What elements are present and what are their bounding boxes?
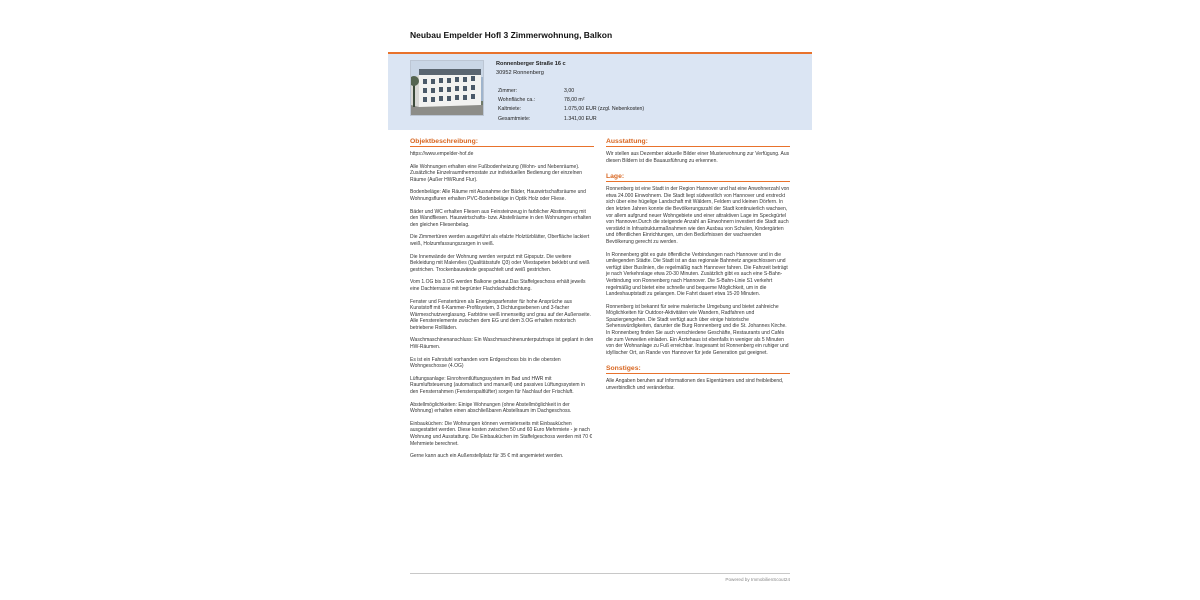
paragraph: In Ronnenberg gibt es gute öffentliche Verbindungen nach Hannover und in die umliegenden Städte. Die Stadt ist an das regionale Bahnnetz angeschlossen und verfügt über Buslinien, die regelmäßig nach Hannover fahren. Die Fahrzeit beträgt je nach Verkehrslage etwa 20-30 Minuten. Zusätzlich gibt es auch eine S-Bahn-Verbindung von Ronnenberg nach Hannover. Die S-Bahn-Linie S1 verkehrt regelmäßig und bietet eine schnelle und bequeme Möglichkeit, um in die Landeshauptstadt zu gelangen. Die Fahrt dauert etwa 15-20 Minuten. [606,251,788,298]
paragraph: Die Zimmertüren werden ausgeführt als efalzte Holztürblätter, Oberfläche lackiert weiß, Holzumfassungszargen in weiß. [410,234,590,247]
powered-by-footer[interactable]: Powered by ImmobilienScout24 [725,577,790,582]
paragraph: Es ist ein Fahrstuhl vorhanden vom Erdgeschoss bis in die obersten Wohngeschosse (4.OG) [410,356,561,370]
paragraph: Die Innenwände der Wohnung werden verputzt mit Gipsputz. Die weitere Bekleidung mit Malervlies (Qualitätsstufe Q3) oder Vliestapeten beklebt und weiß gestrichen. Trockenbauwände gespachtelt und weiß gestrichen. [410,253,590,273]
building-photo-illustration [411,61,483,115]
section-heading-objekt: Objektbeschreibung: [410,138,594,147]
document-title: Neubau Empelder Hofl 3 Zimmerwohnung, Balkon [410,30,613,40]
city-line: 30952 Ronnenberg [496,69,544,76]
bottom-divider [410,573,790,574]
paragraph: Bodenbeläge: Alle Räume mit Ausnahme der Bäder, Hauswirtschaftsräume und Wohnungsfluren erhalten PVC-Bodenbeläge in Optik Holz oder Fliese. [410,189,586,202]
fact-row-cold-rent [498,105,644,114]
paragraph: Waschmaschinenanschluss: Ein Waschmaschinenunterputztraps ist geplant in den HW-Räumen. [410,337,594,351]
paragraph: Abstellmöglichkeiten: Einige Wohnungen (ohne Abstellmöglichkeit in der Wohnung) erhalten einen abschließbaren Abstellraum im Dachgeschoss. [410,401,572,415]
left-column [410,138,594,466]
paragraph: Wir stellen aus Dezember aktuelle Bilder einer Musterwohnung zur Verfügung. Aus diesen Bildern ist die Bauausführung zu erkennen. [606,151,790,164]
fact-value: 1.341,00 EUR [564,115,597,122]
address-block [496,60,566,77]
paragraph-website-link[interactable]: https://www.empelder-hof.de [410,151,474,157]
fact-label: Wohnfläche ca.: [498,97,536,104]
paragraph: Lüftungsanlage: Einrohrentlüftungssystem im Bad und HWR mit Raumluftsteuerung (automatisch und manuell) und passives Lüftungssystem in den Fensterrahmen (Fensterspaltlüfter) sorgen für Nachlauf der Frischluft. [410,375,585,396]
section-heading-sonstiges: Sonstiges: [606,365,790,374]
fact-value: 1.075,00 EUR (zzgl. Nebenkosten) [564,106,645,113]
fact-label: Zimmer: [498,88,518,94]
paragraph: Einbauküchen: Die Wohnungen können vermieterseits mit Einbauküchen ausgestattet werden. Diese kosten zwischen 50 und 60 Euro Mehrmiete - je nach Wohnung und Ausstattung. Die Einbauküchen im Staffelgeschoss werden mit 70 € Mehrmiete berechnet. [410,420,593,447]
right-column [606,138,790,398]
section-heading-ausstattung: Ausstattung: [606,138,790,147]
paragraph: Alle Angaben beruhen auf Informationen des Eigentümers und sind freibleibend, unverbindlich und veränderbar. [606,378,784,392]
paragraph: Vom 1.OG bis 3.OG werden Balkone gebaut.Das Staffelgeschoss erhält jeweils eine Dachterrasse mit begrünter Flachdachabdichtung. [410,279,586,292]
paragraph: Bäder und WC erhalten Fliesen aus Feinsteinzeug in farblicher Abstimmung mit den Wandfliesen. Hauswirtschafts- bzw. Abstellräume in den Wohnungen erhalten den gleichen Fliesenbelag. [410,208,592,228]
street-address: Ronnenberger Straße 16 c [496,61,566,67]
fact-value: 78,00 m² [564,97,585,104]
paragraph: Gerne kann auch ein Außenstellplatz für 35 € mit angemietet werden. [410,453,564,460]
fact-label: Kaltmiete: [498,106,522,113]
property-header [388,54,812,130]
paragraph: Alle Wohnungen erhalten eine Fußbodenheizung (Wohn- und Nebenräume). Zusätzliche Einzelraumthermostate zur individuellen Bedienung der einzelnen Räume (Außer HWRund Flur). [410,163,583,183]
paragraph: Ronnenberg ist bekannt für seine malerische Umgebung und bietet zahlreiche Möglichkeiten für Outdoor-Aktivitäten wie Wandern, Radfahren und Spaziergengehen. Die Stadt verfügt auch über einige historische Sehenswürdigkeiten, darunter die Burg Ronnenberg und die St. Johannes Kirche. In Ronnenberg finden Sie auch verschiedene Geschäfte, Restaurants und Cafés die zum Verweilen einladen. Ein Ärztehaus ist ebenfalls in weniger als 5 Minuten von der Wohnanlage zu Fuß erreichbar. Insgesamt ist Ronnenberg ein ruhiger und idyllischer Ort, an Rande von Hannover für jede Generation gut geeignet. [606,303,789,356]
section-heading-lage: Lage: [606,173,790,182]
key-facts [498,87,644,124]
fact-label: Gesamtmiete: [498,115,531,122]
fact-row-area [498,96,644,105]
fact-row-rooms [498,87,644,96]
property-photo [410,60,484,116]
paragraph: Ronnenberg ist eine Stadt in der Region Hannover und hat eine Anwohnerzahl von etwa 24.000 Einwohnern. Die Stadt liegt südwestlich von Hannover und erstreckt sich über eine hügelige Landschaft mit Wäldern, Feldern und kleinen Dörfern. In den letzten Jahren konnte die Bevölkerungszahl der Stadt kontinuierlich wachsen, vor allem aufgrund neuer Wohngebiete und einer attraktiven Lage im Speckgürtel von Hannover.Durch die steigende Anzahl an Einwohnern investiert die Stadt auch verstärkt in Infrastrukturmaßnahmen wie den Ausbau von Schulen, Kindergärten und öffentlichen Einrichtungen, um den Bedürfnissen der wachsenden Bevölkerung gerecht zu werden. [606,186,790,245]
fact-value: 3,00 [564,88,575,94]
paragraph: Fenster und Fenstertüren als Energiesparfenster für hohe Ansprüche aus Kunststoff mit 6-Kammer-Profilsystem, 3 Dichtungsebenen und 3-facher Wärmeschutzverglasung. Farbtöne weiß innenseitig und grau auf der Außenseite. Alle Fensterelemente zwischen dem EG und dem 3.OG erhalten motorisch betriebene Rollläden. [410,298,591,331]
fact-row-total-rent [498,115,644,124]
